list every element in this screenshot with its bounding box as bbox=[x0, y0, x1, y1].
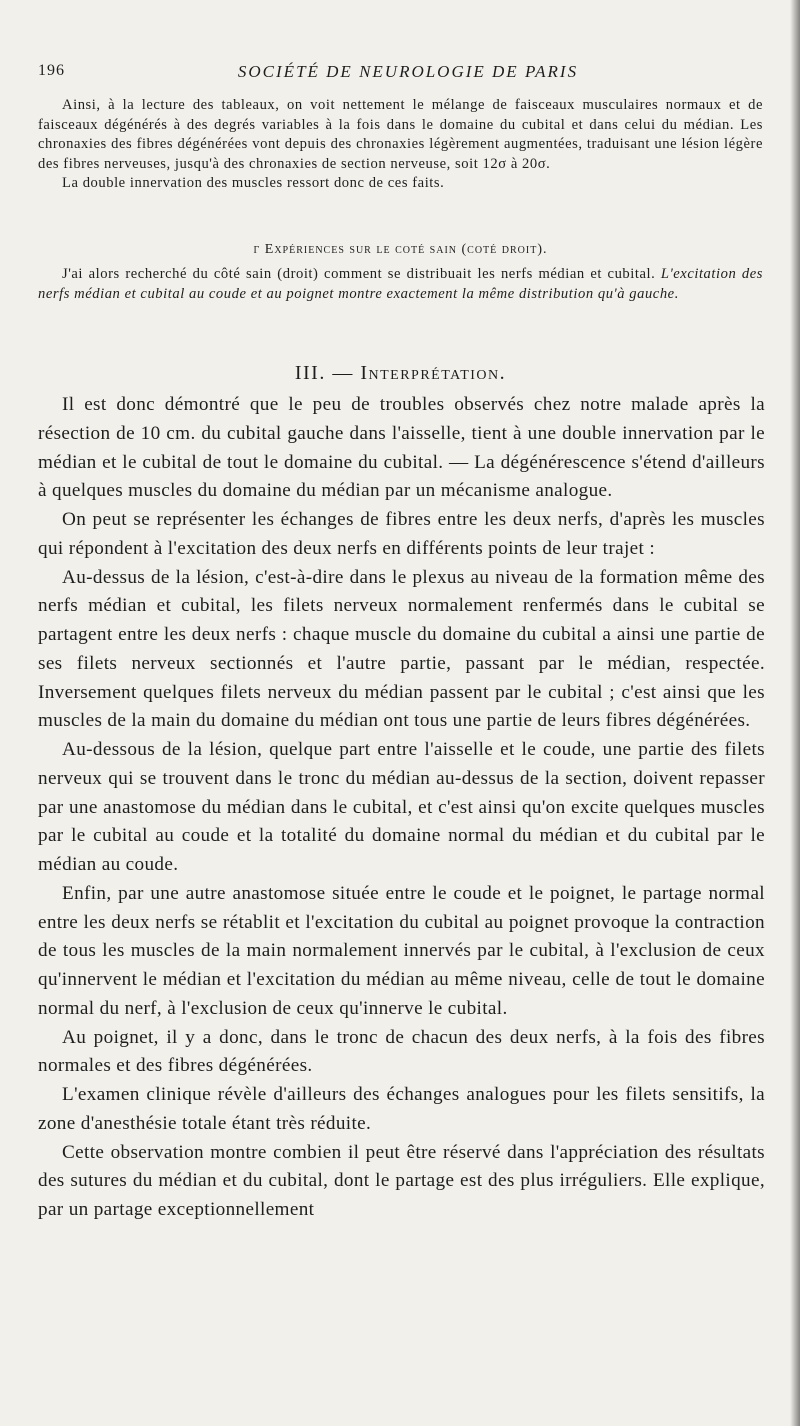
page-edge-shadow bbox=[790, 0, 800, 1426]
paragraph-text: J'ai alors recherché du côté sain (droit) comment se distribuait les nerfs médian et cubital. bbox=[62, 266, 661, 282]
main-text bbox=[38, 391, 765, 1225]
subsection-heading: γ Expériences sur le coté sain (coté droit). bbox=[253, 242, 548, 257]
small-print-block bbox=[38, 96, 763, 194]
paragraph bbox=[38, 265, 763, 304]
paragraph: Cette observation montre combien il peut être réservé dans l'appréciation des résultats des sutures du médian et du cubital, dont le partage est des plus irréguliers. Elle explique, par un partage exceptionnellement bbox=[38, 1141, 765, 1220]
paragraph: La double innervation des muscles ressort donc de ces faits. bbox=[62, 175, 445, 192]
paragraph: Au-dessous de la lésion, quelque part entre l'aisselle et le coude, une partie des filets nerveux qui se trouvent dans le tronc du médian au-dessus de la section, doivent repasser par une anastomose du médian dans le cubital, et c'est ainsi qu'on excite quelques muscles par le cubital au coude et la totalité du domaine normal du médian et du cubital par le médian au coude. bbox=[38, 739, 765, 875]
paragraph: Au poignet, il y a donc, dans le tronc de chacun des deux nerfs, à la fois des fibres normales et des fibres dégénérées. bbox=[38, 1026, 765, 1077]
paragraph: L'examen clinique révèle d'ailleurs des échanges analogues pour les filets sensitifs, la zone d'anesthésie totale étant très réduite. bbox=[38, 1084, 765, 1134]
paragraph: Il est donc démontré que le peu de troubles observés chez notre malade après la résection de 10 cm. du cubital gauche dans l'aisselle, tient à une double innervation par le médian et le cubital de tout le domaine du cubital. — La dégénérescence s'étend d'ailleurs à quelques muscles du domaine du médian par un mécanisme analogue. bbox=[38, 394, 765, 502]
running-title: SOCIÉTÉ DE NEUROLOGIE DE PARIS bbox=[237, 62, 579, 81]
paragraph: On peut se représenter les échanges de fibres entre les deux nerfs, d'après les muscles qui répondent à l'excitation des deux nerfs en différents points de leur trajet : bbox=[38, 509, 765, 559]
page-number: 196 bbox=[38, 62, 65, 79]
page-header bbox=[38, 62, 778, 86]
paragraph: Au-dessus de la lésion, c'est-à-dire dans le plexus au niveau de la formation même des nerfs médian et cubital, les filets nerveux normalement renfermés dans le cubital se partagent entre les deux nerfs : chaque muscle du domaine du cubital a ainsi une partie de ses filets nerveux sectionnés et l'autre partie, passant par le médian, respectée. Inversement quelques filets nerveux du médian passent par le cubital ; c'est ainsi que les muscles de la main du domaine du médian ont tous une partie de leurs fibres dégénérées. bbox=[38, 566, 765, 732]
italic-text: L'excitation des nerfs médian et cubital au coude et au poignet montre exactement la même distribution qu'à gauche. bbox=[38, 266, 764, 302]
paragraph: Ainsi, à la lecture des tableaux, on voit nettement le mélange de faisceaux musculaires normaux et de faisceaux dégénérés à des degrés variables à la fois dans le domaine du cubital et dans celui du médian. Les chronaxies des fibres dégénérées vont depuis des chronaxies légèrement augmentées, traduisant une lésion légère des fibres nerveuses, jusqu'à des chronaxies de section nerveuse, soit 12σ à 20σ. bbox=[38, 97, 763, 172]
experiment-paragraph bbox=[38, 265, 763, 304]
section-heading: III. — Interprétation. bbox=[294, 362, 507, 384]
paragraph: Enfin, par une autre anastomose située entre le coude et le poignet, le partage normal entre les deux nerfs se rétablit et l'excitation du cubital au poignet provoque la contraction de tous les muscles de la main normalement innervés par le cubital, à l'exclusion de ceux qu'innervent le médian et l'excitation du médian au même niveau, celle de tout le domaine normal du nerf, à l'exclusion de ceux qu'innerve le cubital. bbox=[38, 882, 765, 1019]
